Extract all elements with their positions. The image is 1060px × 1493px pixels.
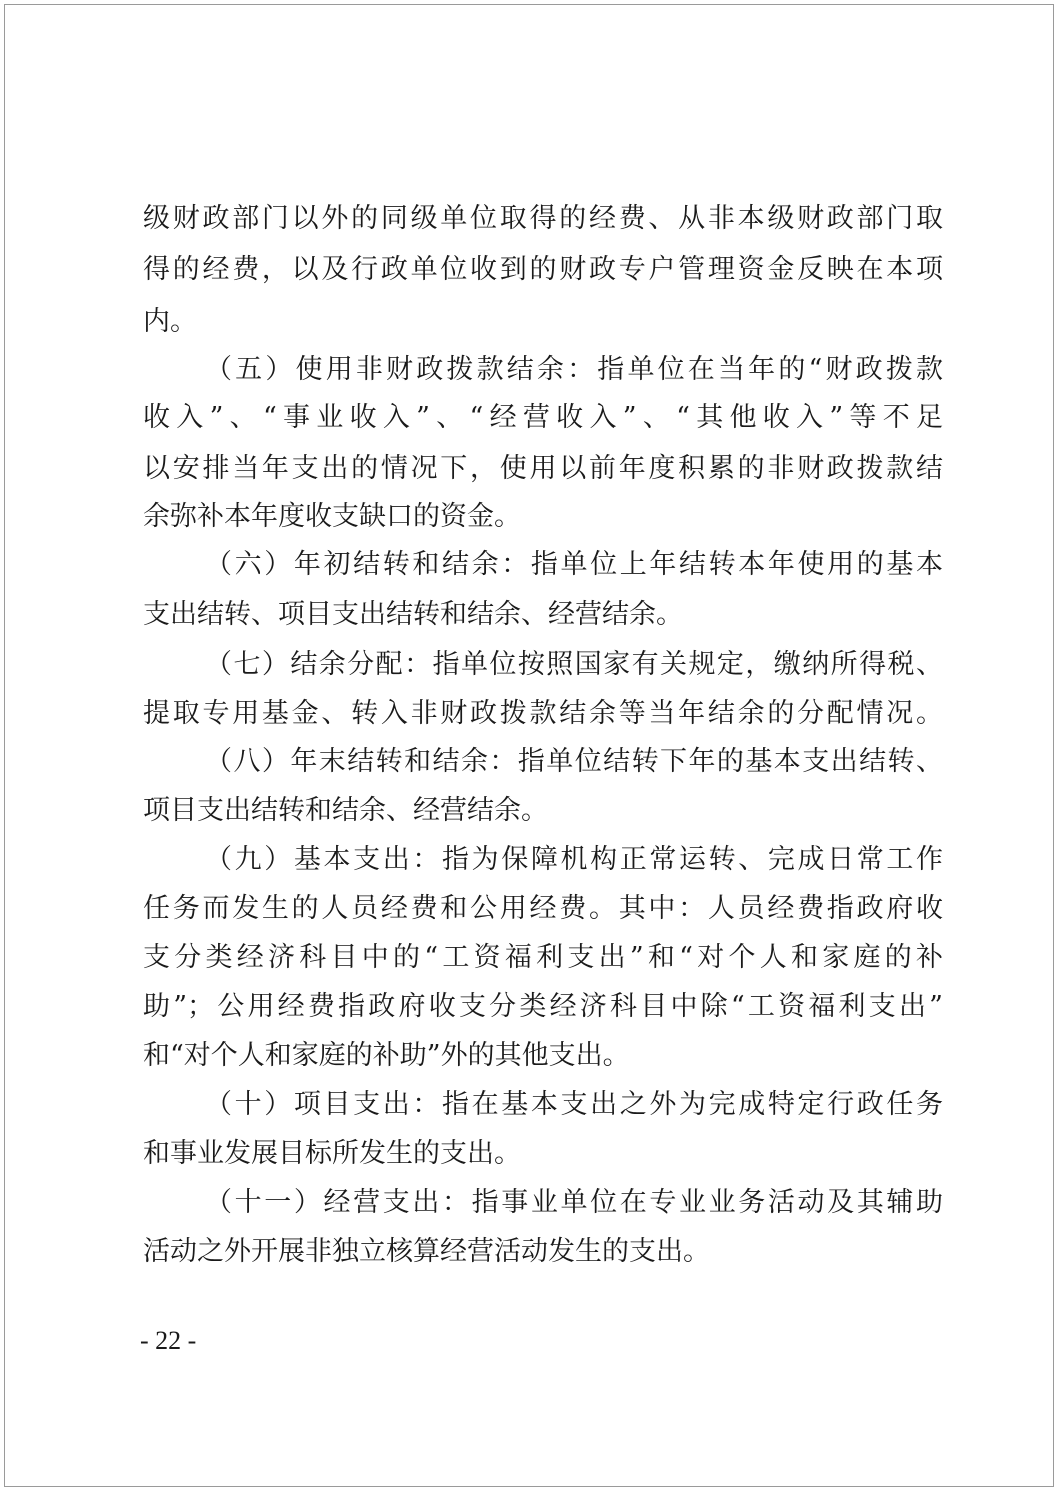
body-text-line: 余弥补本年度收支缺口的资金。 [143,501,521,532]
paragraph-heading-line: （九）基本支出：指为保障机构正常运转、完成日常工作 [205,844,943,875]
body-text-line: 助”；公用经费指政府收支分类经济科目中除“工资福利支出” [143,991,943,1022]
body-text-line: 提取专用基金、转入非财政拨款结余等当年结余的分配情况。 [143,698,943,729]
body-text-line: 和“对个人和家庭的补助”外的其他支出。 [143,1040,630,1071]
page-number: - 22 - [140,1326,197,1355]
body-text-line: 活动之外开展非独立核算经营活动发生的支出。 [143,1236,710,1267]
body-text-line: 收入”、“事业收入”、“经营收入”、“其他收入”等不足 [143,402,943,433]
body-text-line: 和事业发展目标所发生的支出。 [143,1138,521,1169]
paragraph-heading-line: （七）结余分配：指单位按照国家有关规定，缴纳所得税、 [205,649,943,680]
body-text-line: 项目支出结转和结余、经营结余。 [143,795,548,826]
body-text-line: 以安排当年支出的情况下，使用以前年度积累的非财政拨款结 [143,453,943,484]
body-text-line: 内。 [143,306,197,337]
paragraph-heading-line: （十一）经营支出：指事业单位在专业业务活动及其辅助 [205,1187,943,1218]
body-text-line: 支分类经济科目中的“工资福利支出”和“对个人和家庭的补 [143,942,943,973]
body-text-line: 级财政部门以外的同级单位取得的经费、从非本级财政部门取 [143,203,943,234]
paragraph-heading-line: （五）使用非财政拨款结余：指单位在当年的“财政拨款 [205,354,943,385]
body-text-line: 得的经费，以及行政单位收到的财政专户管理资金反映在本项 [143,254,943,285]
paragraph-heading-line: （八）年末结转和结余：指单位结转下年的基本支出结转、 [205,746,943,777]
paragraph-heading-line: （六）年初结转和结余：指单位上年结转本年使用的基本 [205,549,943,580]
body-text-line: 支出结转、项目支出结转和结余、经营结余。 [143,599,683,630]
paragraph-heading-line: （十）项目支出：指在基本支出之外为完成特定行政任务 [205,1089,943,1120]
body-text-line: 任务而发生的人员经费和公用经费。其中：人员经费指政府收 [143,893,943,924]
